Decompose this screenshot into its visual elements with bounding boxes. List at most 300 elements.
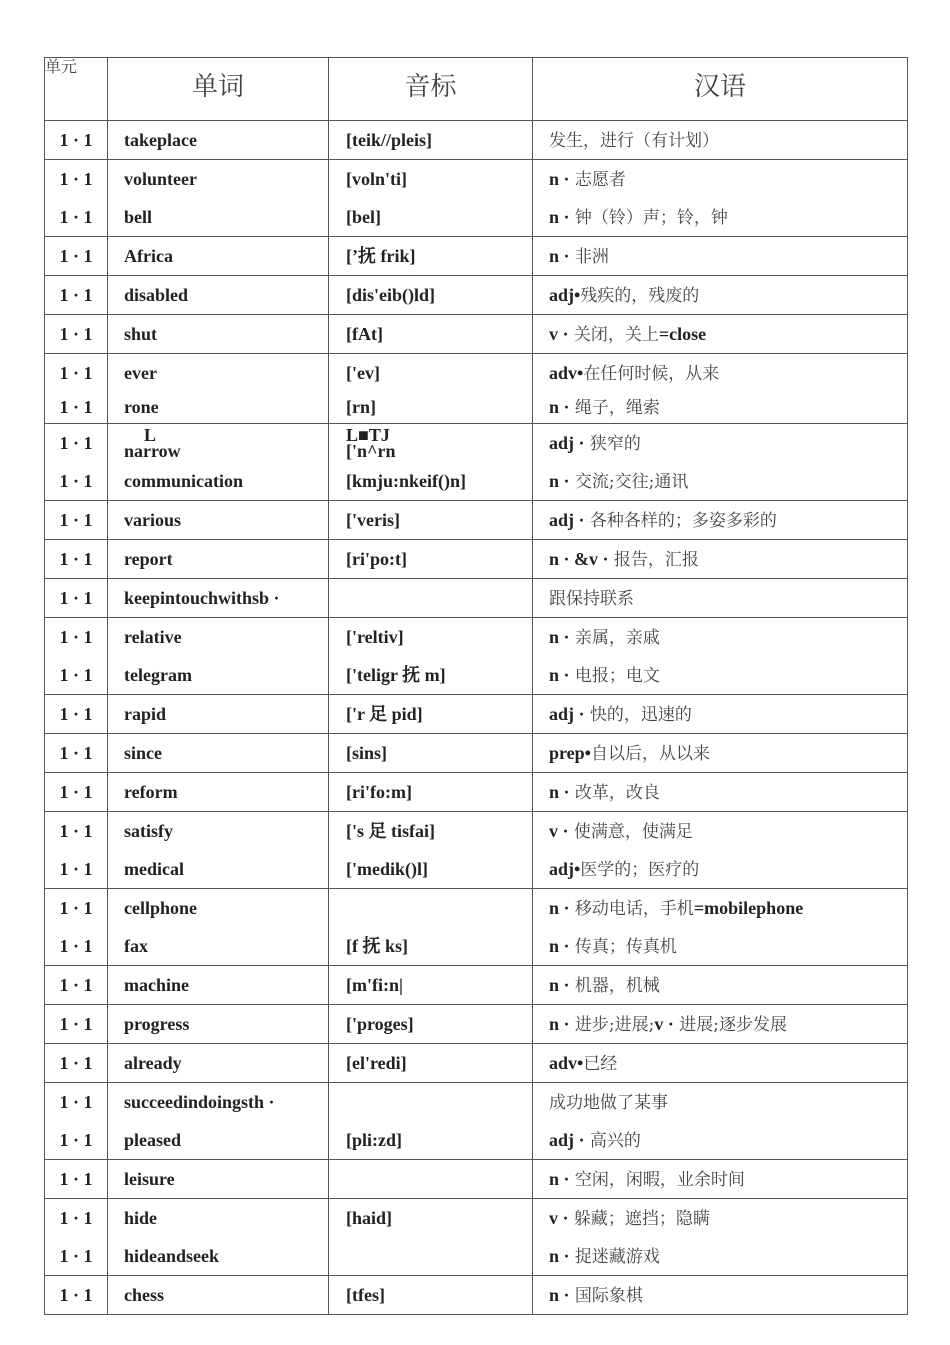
word-cell xyxy=(108,315,329,354)
phonetic-text: [sins] xyxy=(346,743,388,763)
word-text: various xyxy=(124,510,182,530)
unit-text: 1 · 1 xyxy=(59,363,93,383)
word-cell xyxy=(108,121,329,160)
part-of-speech: v · xyxy=(549,821,569,841)
unit-cell xyxy=(45,354,108,424)
unit-cell xyxy=(45,618,108,695)
phonetic-text: ['proges] xyxy=(346,1014,414,1034)
word-text: ever xyxy=(124,363,157,383)
unit-cell xyxy=(45,121,108,160)
word-text: cellphone xyxy=(124,898,198,918)
word-cell xyxy=(108,1199,329,1276)
meaning-cell xyxy=(533,773,908,812)
phonetic-cell xyxy=(329,812,533,889)
meaning-cell xyxy=(533,1276,908,1315)
table-row xyxy=(45,315,908,354)
unit-text: 1 · 1 xyxy=(59,510,93,530)
meaning-gloss: 非洲 xyxy=(569,247,609,267)
meaning-text xyxy=(533,315,907,353)
unit-cell xyxy=(45,1083,108,1160)
meaning-cell xyxy=(533,1083,908,1160)
unit-text: 1 · 1 xyxy=(59,433,93,453)
unit-text: 1 · 1 xyxy=(59,821,93,841)
meaning-text xyxy=(533,501,907,539)
phonetic-cell xyxy=(329,121,533,160)
part-of-speech: adj• xyxy=(549,859,581,879)
unit-text: 1 · 1 xyxy=(59,1092,93,1112)
phonetic-text: [m'fi:n| xyxy=(346,975,403,995)
unit-text: 1 · 1 xyxy=(59,782,93,802)
phonetic-text: [ri'po:t] xyxy=(346,549,407,569)
meaning-gloss: 关闭，关上 xyxy=(568,325,659,345)
part-of-speech: adv• xyxy=(549,1053,584,1073)
word-text: keepintouchwithsb · xyxy=(124,588,280,608)
meaning-gloss: 绳子，绳索 xyxy=(569,398,660,418)
unit-text: 1 · 1 xyxy=(59,285,93,305)
phonetic-cell xyxy=(329,424,533,501)
meaning-cell xyxy=(533,315,908,354)
meaning-cell xyxy=(533,121,908,160)
phonetic-text: [voln'ti] xyxy=(346,169,407,189)
part-of-speech: n · xyxy=(549,936,570,956)
phonetic-cell xyxy=(329,1160,533,1199)
meaning-extra: =close xyxy=(658,324,707,344)
table-row xyxy=(45,966,908,1005)
meaning-text xyxy=(533,424,907,462)
unit-cell xyxy=(45,1276,108,1315)
word-text: volunteer xyxy=(124,169,197,189)
unit-text: 1 · 1 xyxy=(59,936,93,956)
table-row xyxy=(45,1199,908,1276)
unit-cell xyxy=(45,1199,108,1276)
part-of-speech: adj · xyxy=(549,704,585,724)
phonetic-cell xyxy=(329,315,533,354)
phonetic-text xyxy=(329,1083,532,1121)
table-row xyxy=(45,1044,908,1083)
meaning-text xyxy=(533,276,907,314)
word-text: Africa xyxy=(124,246,173,266)
meaning-text xyxy=(533,354,907,392)
table-row xyxy=(45,618,908,695)
meaning-cell xyxy=(533,424,908,501)
meaning-gloss: 改革，改良 xyxy=(569,783,660,803)
table-row xyxy=(45,354,908,424)
word-text: takeplace xyxy=(124,130,197,150)
unit-cell xyxy=(45,1005,108,1044)
part-of-speech: n · xyxy=(549,782,570,802)
meaning-text xyxy=(533,121,907,159)
word-cell xyxy=(108,1276,329,1315)
meaning-text xyxy=(533,734,907,772)
word-text: rone xyxy=(124,397,159,417)
meaning-text xyxy=(533,160,907,198)
unit-text: 1 · 1 xyxy=(59,1014,93,1034)
meaning-cell xyxy=(533,540,908,579)
phonetic-text: [pli:zd] xyxy=(346,1130,402,1150)
phonetic-text: [ri'fo:m] xyxy=(346,782,412,802)
unit-text: 1 · 1 xyxy=(59,397,93,417)
phonetic-text: [el'redi] xyxy=(346,1053,407,1073)
table-row xyxy=(45,1160,908,1199)
phonetic-text: [fAt] xyxy=(346,324,383,344)
word-text: satisfy xyxy=(124,821,173,841)
part-of-speech: adj · xyxy=(549,510,585,530)
unit-text: 1 · 1 xyxy=(59,859,93,879)
meaning-gloss: 亲属，亲戚 xyxy=(569,628,660,648)
meaning-gloss: 发生，进行（有计划） xyxy=(549,131,719,151)
word-cell xyxy=(108,501,329,540)
table-row xyxy=(45,276,908,315)
phonetic-cell xyxy=(329,501,533,540)
phonetic-cell xyxy=(329,1083,533,1160)
unit-text: 1 · 1 xyxy=(59,627,93,647)
word-text: relative xyxy=(124,627,182,647)
meaning-cell xyxy=(533,237,908,276)
meaning-gloss: 电报；电文 xyxy=(569,666,660,686)
phonetic-text: ['medik()l] xyxy=(346,859,428,879)
unit-cell xyxy=(45,734,108,773)
word-text: disabled xyxy=(124,285,189,305)
meaning-text xyxy=(533,1005,907,1043)
word-text: chess xyxy=(124,1285,164,1305)
part-of-speech: n · xyxy=(549,169,570,189)
header-phonetic-label: 音标 xyxy=(404,72,457,102)
meaning-text xyxy=(533,695,907,733)
meaning-gloss: 移动电话，手机 xyxy=(569,899,694,919)
word-cell xyxy=(108,1044,329,1083)
phonetic-text: ['s 足 tisfai] xyxy=(346,821,435,841)
phonetic-cell xyxy=(329,160,533,237)
word-cell xyxy=(108,160,329,237)
part-of-speech: n · xyxy=(549,665,570,685)
part-of-speech: v · xyxy=(654,1014,674,1034)
unit-cell xyxy=(45,889,108,966)
unit-text: 1 · 1 xyxy=(59,324,93,344)
unit-text: 1 · 1 xyxy=(59,549,93,569)
part-of-speech: v · xyxy=(549,1208,569,1228)
word-text-top: L xyxy=(144,425,157,445)
table-row xyxy=(45,812,908,889)
part-of-speech: adj• xyxy=(549,285,581,305)
phonetic-text: [dis'eib()ld] xyxy=(346,285,436,305)
meaning-cell xyxy=(533,618,908,695)
part-of-speech: n · xyxy=(549,1246,570,1266)
word-cell xyxy=(108,276,329,315)
meaning-text xyxy=(533,579,907,617)
meaning-text xyxy=(533,618,907,656)
word-text: machine xyxy=(124,975,189,995)
part-of-speech: n · xyxy=(549,1014,570,1034)
part-of-speech: n · xyxy=(549,1285,570,1305)
phonetic-text: [f 抚 ks] xyxy=(346,936,408,956)
vocabulary-table xyxy=(44,57,908,1315)
word-text: reform xyxy=(124,782,178,802)
meaning-cell xyxy=(533,160,908,237)
phonetic-text: ['veris] xyxy=(346,510,400,530)
unit-cell xyxy=(45,424,108,501)
word-cell xyxy=(108,1083,329,1160)
meaning-gloss: 志愿者 xyxy=(569,170,626,190)
unit-cell xyxy=(45,773,108,812)
header-meaning-label: 汉语 xyxy=(693,72,746,102)
part-of-speech: n · xyxy=(549,1169,570,1189)
meaning-text xyxy=(533,1083,907,1121)
unit-cell xyxy=(45,966,108,1005)
unit-cell xyxy=(45,276,108,315)
phonetic-cell xyxy=(329,618,533,695)
word-text: hideandseek xyxy=(124,1246,220,1266)
unit-text: 1 · 1 xyxy=(59,898,93,918)
word-cell xyxy=(108,1005,329,1044)
unit-text: 1 · 1 xyxy=(59,130,93,150)
meaning-gloss: 自以后，从以来 xyxy=(590,744,710,764)
word-text: progress xyxy=(124,1014,190,1034)
header-meaning xyxy=(533,58,908,121)
meaning-extra: =mobilephone xyxy=(693,898,804,918)
table-row xyxy=(45,160,908,237)
meaning-text xyxy=(533,1276,907,1314)
word-text: fax xyxy=(124,936,148,956)
meaning-gloss: 狭窄的 xyxy=(584,434,641,454)
meaning-cell xyxy=(533,695,908,734)
meaning-cell xyxy=(533,1199,908,1276)
meaning-cell xyxy=(533,579,908,618)
table-row xyxy=(45,424,908,501)
part-of-speech: adj · xyxy=(549,1130,585,1150)
unit-text: 1 · 1 xyxy=(59,207,93,227)
meaning-text xyxy=(533,1237,907,1275)
unit-text: 1 · 1 xyxy=(59,1130,93,1150)
phonetic-text xyxy=(329,1160,532,1198)
meaning-text xyxy=(533,1160,907,1198)
word-cell xyxy=(108,812,329,889)
unit-text: 1 · 1 xyxy=(59,1208,93,1228)
table-row xyxy=(45,579,908,618)
vocabulary-body xyxy=(45,121,908,1315)
part-of-speech: prep• xyxy=(549,743,591,763)
meaning-cell xyxy=(533,734,908,773)
unit-cell xyxy=(45,812,108,889)
meaning-text xyxy=(533,889,907,927)
meaning-gloss: 进展;逐步发展 xyxy=(673,1015,788,1035)
meaning-gloss: 高兴的 xyxy=(584,1131,641,1151)
meaning-gloss: 躲藏；遮挡；隐瞒 xyxy=(568,1209,710,1229)
part-of-speech: n · xyxy=(549,471,570,491)
word-cell xyxy=(108,889,329,966)
table-row xyxy=(45,889,908,966)
unit-text: 1 · 1 xyxy=(59,743,93,763)
word-text: pleased xyxy=(124,1130,182,1150)
header-row xyxy=(45,58,908,121)
meaning-text xyxy=(533,656,907,694)
word-cell xyxy=(108,237,329,276)
phonetic-cell xyxy=(329,1276,533,1315)
phonetic-text: [haid] xyxy=(346,1208,393,1228)
meaning-gloss: 钟（铃）声；铃，钟 xyxy=(569,208,728,228)
word-cell xyxy=(108,695,329,734)
phonetic-cell xyxy=(329,966,533,1005)
table-row xyxy=(45,734,908,773)
part-of-speech: v · xyxy=(549,324,569,344)
phonetic-cell xyxy=(329,276,533,315)
word-cell xyxy=(108,540,329,579)
unit-cell xyxy=(45,1044,108,1083)
meaning-text xyxy=(533,540,907,578)
part-of-speech: n · xyxy=(549,898,570,918)
part-of-speech: n · &v · xyxy=(549,549,609,569)
unit-cell xyxy=(45,540,108,579)
meaning-gloss: 捉迷藏游戏 xyxy=(569,1247,660,1267)
meaning-cell xyxy=(533,966,908,1005)
header-phonetic xyxy=(329,58,533,121)
meaning-text xyxy=(533,392,907,423)
phonetic-text: [rn] xyxy=(346,397,376,417)
table-row xyxy=(45,695,908,734)
meaning-gloss: 各种各样的；多姿多彩的 xyxy=(584,511,777,531)
meaning-text xyxy=(533,237,907,275)
word-text: telegram xyxy=(124,665,192,685)
phonetic-text xyxy=(329,889,532,927)
header-word-label: 单词 xyxy=(191,72,244,102)
meaning-cell xyxy=(533,889,908,966)
meaning-gloss: 成功地做了某事 xyxy=(549,1093,668,1113)
phonetic-cell xyxy=(329,889,533,966)
meaning-cell xyxy=(533,501,908,540)
part-of-speech: n · xyxy=(549,397,570,417)
meaning-cell xyxy=(533,354,908,424)
word-text: medical xyxy=(124,859,184,879)
unit-text: 1 · 1 xyxy=(59,665,93,685)
phonetic-cell xyxy=(329,237,533,276)
meaning-gloss: 机器，机械 xyxy=(569,976,660,996)
phonetic-text: [teik//pleis] xyxy=(346,130,432,150)
phonetic-text: [bel] xyxy=(346,207,381,227)
word-text-bottom: narrow xyxy=(124,441,181,461)
meaning-text xyxy=(533,812,907,850)
meaning-cell xyxy=(533,1005,908,1044)
unit-text: 1 · 1 xyxy=(59,704,93,724)
unit-cell xyxy=(45,695,108,734)
phonetic-text xyxy=(329,424,532,462)
table-row xyxy=(45,501,908,540)
phonetic-text: ['reltiv] xyxy=(346,627,404,647)
word-cell xyxy=(108,579,329,618)
phonetic-cell xyxy=(329,1044,533,1083)
meaning-gloss: 交流;交往;通讯 xyxy=(569,472,689,492)
unit-text: 1 · 1 xyxy=(59,471,93,491)
phonetic-cell xyxy=(329,773,533,812)
table-row xyxy=(45,1083,908,1160)
word-text: report xyxy=(124,549,173,569)
unit-cell xyxy=(45,160,108,237)
word-text: bell xyxy=(124,207,153,227)
word-text: shut xyxy=(124,324,158,344)
phonetic-text-bottom: ['n^rn xyxy=(346,441,396,461)
meaning-cell xyxy=(533,276,908,315)
meaning-gloss: 进步;进展; xyxy=(569,1015,655,1035)
word-cell xyxy=(108,424,329,501)
part-of-speech: adv• xyxy=(549,363,584,383)
unit-cell xyxy=(45,1160,108,1199)
word-text: hide xyxy=(124,1208,158,1228)
word-cell xyxy=(108,354,329,424)
meaning-text xyxy=(533,462,907,500)
table-row xyxy=(45,540,908,579)
meaning-text xyxy=(533,927,907,965)
part-of-speech: adj · xyxy=(549,433,585,453)
phonetic-cell xyxy=(329,579,533,618)
phonetic-text: [kmju:nkeif()n] xyxy=(346,471,466,491)
meaning-gloss: 残疾的，残废的 xyxy=(580,286,700,306)
word-text: since xyxy=(124,743,162,763)
table-row xyxy=(45,1276,908,1315)
meaning-text xyxy=(533,773,907,811)
phonetic-text: [tfes] xyxy=(346,1285,385,1305)
header-word xyxy=(108,58,329,121)
unit-text: 1 · 1 xyxy=(59,975,93,995)
meaning-gloss: 使满意，使满足 xyxy=(568,822,693,842)
word-text: communication xyxy=(124,471,243,491)
part-of-speech: n · xyxy=(549,246,570,266)
meaning-cell xyxy=(533,812,908,889)
unit-text: 1 · 1 xyxy=(59,1285,93,1305)
table-row xyxy=(45,121,908,160)
word-cell xyxy=(108,966,329,1005)
meaning-text xyxy=(533,1121,907,1159)
meaning-text xyxy=(533,1199,907,1237)
meaning-gloss: 跟保持联系 xyxy=(549,589,634,609)
phonetic-text-top: L■TJ xyxy=(346,425,390,445)
word-text: succeedindoingsth · xyxy=(124,1092,275,1112)
word-text: leisure xyxy=(124,1169,175,1189)
meaning-text xyxy=(533,1044,907,1082)
phonetic-text: ['r 足 pid] xyxy=(346,704,423,724)
phonetic-cell xyxy=(329,1199,533,1276)
meaning-gloss: 在任何时候，从来 xyxy=(583,364,720,384)
part-of-speech: n · xyxy=(549,975,570,995)
word-text: rapid xyxy=(124,704,167,724)
phonetic-text xyxy=(329,579,532,617)
word-cell xyxy=(108,1160,329,1199)
unit-text: 1 · 1 xyxy=(59,169,93,189)
meaning-gloss: 已经 xyxy=(583,1054,618,1074)
meaning-gloss: 空闲，闲暇，业余时间 xyxy=(569,1170,745,1190)
meaning-gloss: 报告，汇报 xyxy=(608,550,699,570)
unit-cell xyxy=(45,315,108,354)
phonetic-text xyxy=(329,1237,532,1275)
part-of-speech: n · xyxy=(549,627,570,647)
meaning-text xyxy=(533,198,907,236)
unit-cell xyxy=(45,501,108,540)
word-text xyxy=(108,424,328,462)
unit-text: 1 · 1 xyxy=(59,246,93,266)
unit-text: 1 · 1 xyxy=(59,1053,93,1073)
meaning-cell xyxy=(533,1044,908,1083)
phonetic-cell xyxy=(329,734,533,773)
word-text: already xyxy=(124,1053,182,1073)
meaning-text xyxy=(533,850,907,888)
word-cell xyxy=(108,773,329,812)
phonetic-text: [’抚 frik] xyxy=(346,246,416,266)
meaning-gloss: 快的，迅速的 xyxy=(584,705,692,725)
phonetic-text: ['teligr 抚 m] xyxy=(346,665,446,685)
word-cell xyxy=(108,734,329,773)
unit-text: 1 · 1 xyxy=(59,1169,93,1189)
unit-text: 1 · 1 xyxy=(59,588,93,608)
part-of-speech: n · xyxy=(549,207,570,227)
phonetic-cell xyxy=(329,695,533,734)
meaning-gloss: 医学的；医疗的 xyxy=(580,860,700,880)
